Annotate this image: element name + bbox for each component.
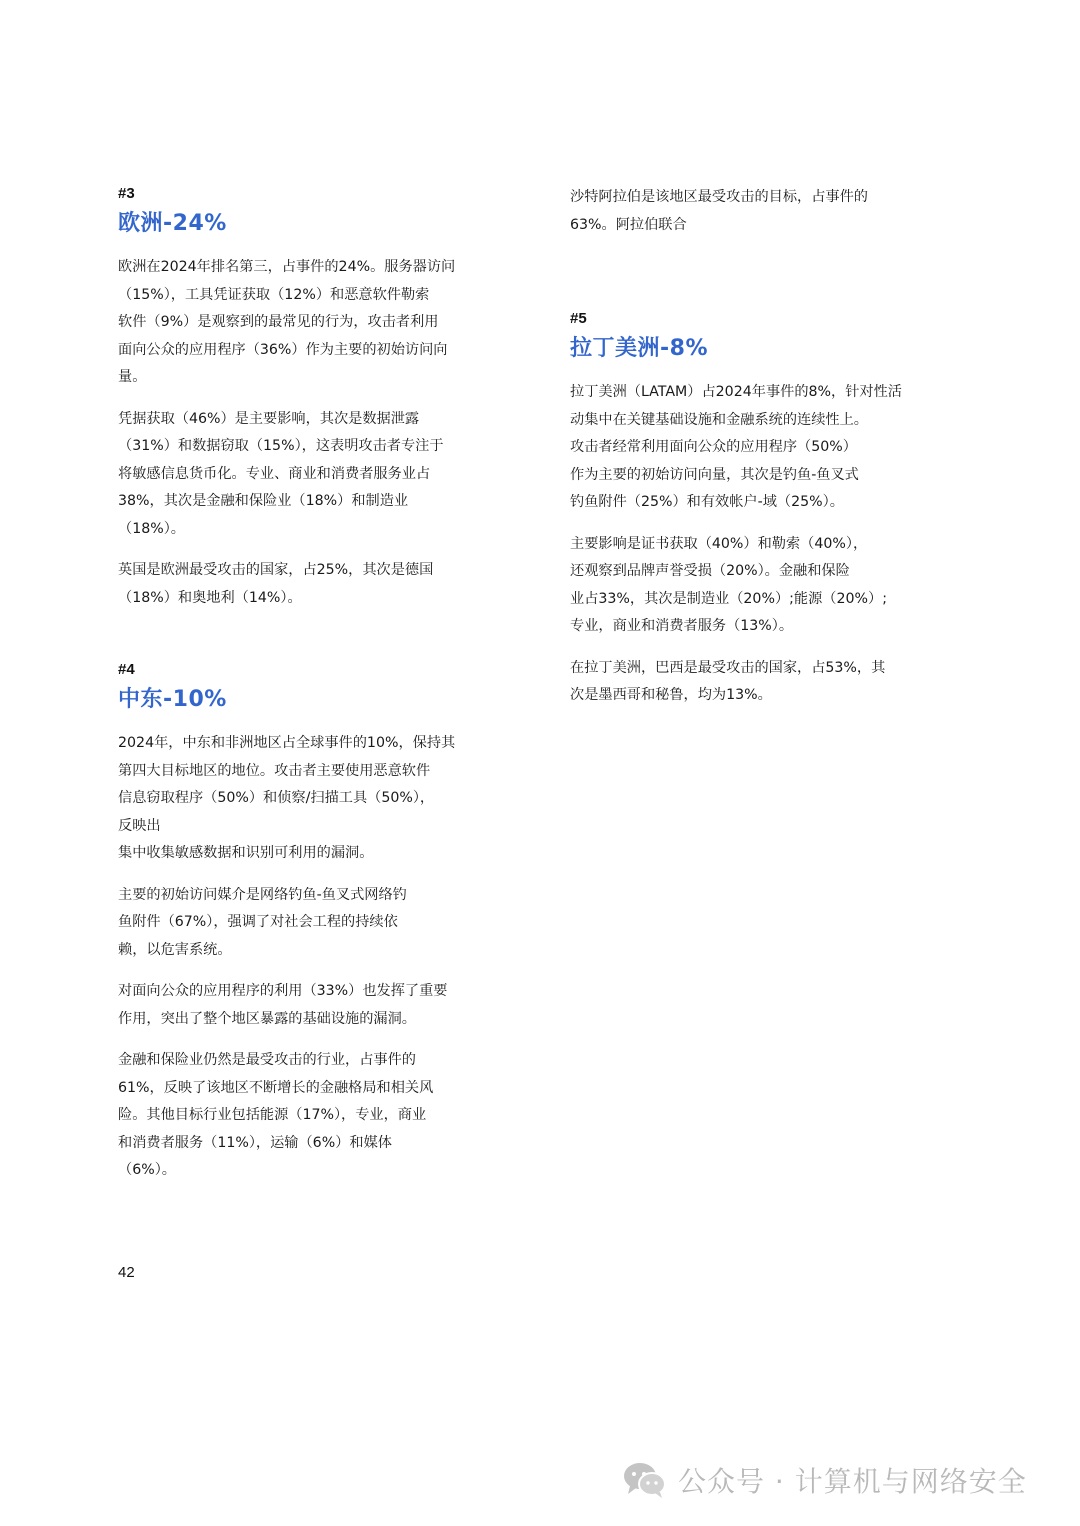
paragraph: 英国是欧洲最受攻击的国家，占25%，其次是德国 （18%）和奥地利（14%）。 — [118, 562, 434, 606]
right-column — [570, 184, 970, 724]
paragraph: 主要的初始访问媒介是网络钓鱼-鱼叉式网络钓 鱼附件（67%），强调了对社会工程的持续依 赖，以危害系统。 — [118, 886, 407, 958]
section-title: 拉丁美洲-8% — [570, 336, 708, 361]
section-title: 中东-10% — [118, 687, 227, 712]
paragraph: 拉丁美洲（LATAM）占2024年事件的8%，针对性活 动集中在关键基础设施和金融系统的连续性上。 攻击者经常利用面向公众的应用程序（50%） 作为主要的初始访问向量，其次是钓鱼-鱼叉式 钓鱼附件（25%）和有效帐户-域（25%）。 — [570, 384, 902, 510]
section-title: 欧洲-24% — [118, 211, 227, 236]
watermark — [622, 1452, 1027, 1508]
paragraph: 金融和保险业仍然是最受攻击的行业，占事件的 61%，反映了该地区不断增长的金融格局和相关风 险。其他目标行业包括能源（17%），专业，商业 和消费者服务（11%），运输（6%）和媒体 （6%）。 — [118, 1052, 434, 1178]
section-number: #3 — [118, 185, 135, 202]
page-number: 42 — [118, 1264, 135, 1281]
section-europe — [118, 184, 518, 612]
section-middle-east — [118, 660, 518, 1185]
watermark-text: 公众号 · 计算机与网络安全 — [678, 1465, 1027, 1498]
paragraph: 2024年，中东和非洲地区占全球事件的10%，保持其 第四大目标地区的地位。攻击者主要使用恶意软件 信息窃取程序（50%）和侦察/扫描工具（50%）， 反映出 集中收集敏感数据和识别可利用的漏洞。 — [118, 735, 456, 861]
section-spacer — [570, 253, 970, 309]
section-number: #5 — [570, 310, 587, 327]
paragraph: 对面向公众的应用程序的利用（33%）也发挥了重要 作用，突出了整个地区暴露的基础设施的漏洞。 — [118, 983, 448, 1027]
section-number: #4 — [118, 661, 135, 678]
paragraph: 在拉丁美洲，巴西是最受攻击的国家，占53%，其 次是墨西哥和秘鲁，均为13%。 — [570, 659, 886, 703]
section-spacer — [118, 626, 518, 660]
paragraph: 欧洲在2024年排名第三，占事件的24%。服务器访问 （15%），工具凭证获取（12%）和恶意软件勒索 软件（9%）是观察到的最常见的行为，攻击者利用 面向公众的应用程序（36%）作为主要的初始访问向 量。 — [118, 259, 456, 385]
left-column — [118, 184, 518, 1199]
section-latin-america — [570, 309, 970, 710]
paragraph: 主要影响是证书获取（40%）和勒索（40%）， 还观察到品牌声誉受损（20%）。金融和保险 业占33%，其次是制造业（20%）;能源（20%）; 专业，商业和消费者服务（13%）。 — [570, 535, 887, 634]
paragraph: 凭据获取（46%）是主要影响，其次是数据泄露 （31%）和数据窃取（15%），这表明攻击者专注于 将敏感信息货币化。专业、商业和消费者服务业占 38%，其次是金融和保险业（18%）和制造业 （18%）。 — [118, 410, 444, 537]
continued-paragraph: 沙特阿拉伯是该地区最受攻击的目标，占事件的 63%。阿拉伯联合 — [570, 189, 868, 233]
wechat-icon — [622, 1460, 668, 1500]
